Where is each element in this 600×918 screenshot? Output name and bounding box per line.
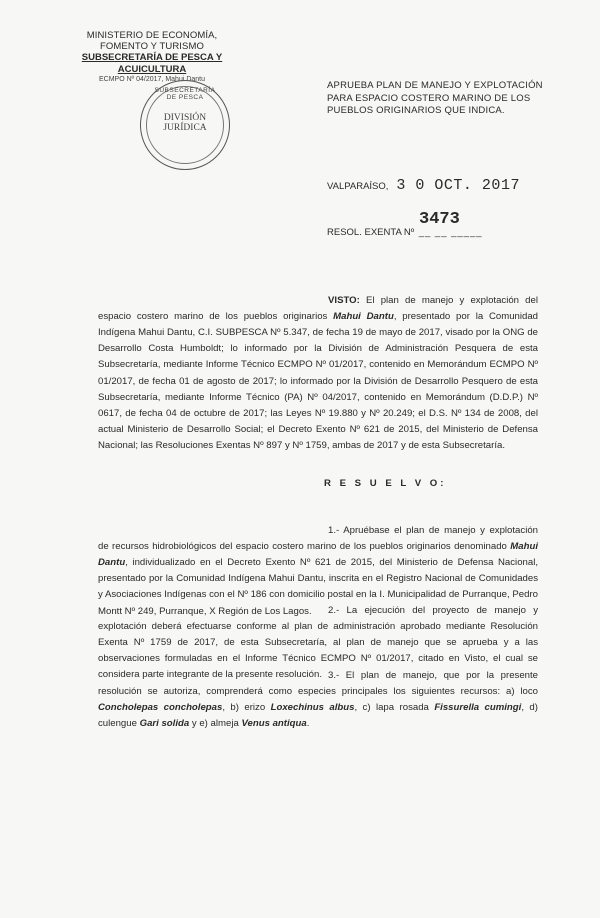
visto-text-1: El plan de manejo y explotación del espacio costero marino de los pueblos originarios	[98, 295, 538, 323]
resuelvo-heading: R E S U E L V O:	[324, 478, 447, 489]
article-1-community-name: Mahui Dantu	[98, 541, 538, 569]
visto-text-2: , presentado por la Comunidad Indígena Mahui Dantu, C.I. SUBPESCA Nº 5.347, de fecha 19 de mayo de 2017, visado por la ONG de Desarrollo Costa Humboldt; lo informado por la División de Administración Pesquera de esta Subsecretaría, mediante Informe Técnico ECMPO Nº 01/2017, contenido en Memorándum ECMPO Nº 01/2017, de fecha 01 de agosto de 2017; lo informado por la División de Desarrollo Pesquero de esta Subsecretaría, mediante Informe Técnico (PA) Nº 04/2017, contenido en Memorándum (D.D.P.) Nº 0617, de fecha 04 de octubre de 2017; las Leyes Nº 19.880 y Nº 20.249; el D.S. Nº 134 de 2008, del actual Ministerio de Desarrollo Social; el Decreto Exento Nº 621 de 2015, del Ministerio de Defensa Nacional; las Resoluciones Exentas Nº 897 y Nº 1759, ambas de 2017 y de esta Subsecretaría.	[98, 311, 539, 451]
species-1: Concholepas concholepas	[98, 702, 223, 714]
place: VALPARAÍSO,	[327, 181, 389, 192]
ministry-name: MINISTERIO DE ECONOMÍA,	[86, 30, 218, 41]
species-4: Gari solida	[139, 718, 190, 730]
species-5: Venus antiqua	[241, 718, 307, 730]
article-3-text-2: , b) erizo	[222, 702, 271, 714]
resolution-subject: APRUEBA PLAN DE MANEJO Y EXPLOTACIÓN PARA ESPACIO COSTERO MARINO DE LOS PUEBLOS ORIGINARIOS QUE INDICA.	[327, 80, 543, 117]
article-3-text-1: 3.- El plan de manejo, que por la presente resolución se autoriza, comprenderá como especies principales los siguientes recursos: a) loco	[98, 670, 538, 698]
resolution-blank: __ __ _____	[418, 227, 483, 238]
article-2-text: 2.- La ejecución del proyecto de manejo y explotación deberá efectuarse conforme al plan de administración aprobado mediante Resolución Exenta Nº 1759 de 2017, de esta Subsecretaría, al plan de manejo que se aprueba y a las observaciones formuladas en el Informe Técnico ECMPO Nº 01/2017, citado en Visto, el cual se considera parte integrante de la presente resolución.	[98, 605, 538, 681]
article-1-text-1: 1.- Apruébase el plan de manejo y explotación de recursos hidrobiológicos del espacio costero marino de los pueblos originarios denominado	[98, 525, 538, 553]
resolution-number: 3473	[419, 210, 460, 229]
visto-label: VISTO:	[328, 295, 360, 306]
stamp-center-line2: JURÍDICA	[163, 123, 207, 134]
species-2: Loxechinus albus	[270, 702, 355, 714]
letterhead	[52, 30, 252, 84]
article-3-text-6: .	[306, 718, 310, 730]
reference-code: ECMPO Nº 04/2017, Mahui Dantu	[98, 75, 206, 83]
article-3-text-4: , d) culengue	[98, 702, 538, 730]
place-date	[327, 176, 520, 194]
visto-community-name: Mahui Dantu	[333, 311, 394, 323]
article-3-text-5: y e) almeja	[189, 718, 242, 730]
stamp-arc-text: SUBSECRETARÍA DE PESCA	[154, 87, 216, 101]
division-stamp	[140, 80, 230, 170]
visto-paragraph	[98, 293, 538, 454]
date-stamp: 3 0 OCT. 2017	[396, 177, 520, 194]
species-3: Fissurella cumingi	[434, 702, 522, 714]
stamp-center	[141, 113, 229, 134]
article-1-text-2: , individualizado en el Decreto Exento Nº 621 de 2015, del Ministerio de Defensa Nacional, presentado por la Comunidad Indígena Mahui Dantu, inscrita en el Registro Nacional de Comunidades y Asociaciones Indígenas con el Nº 186 con domicilio postal en la I. Municipalidad de Purranque, Pedro Montt Nº 249, Purranque, X Región de Los Lagos.	[98, 557, 538, 617]
stamp-center-line1: DIVISIÓN	[163, 113, 207, 123]
subsecretaria-name: SUBSECRETARÍA DE PESCA Y ACUICULTURA	[81, 52, 223, 75]
ministry-subtitle: FOMENTO Y TURISMO	[100, 41, 204, 53]
resolution-label: RESOL. EXENTA Nº	[327, 227, 415, 238]
resolution-article-3	[98, 668, 538, 732]
article-3-text-3: , c) lapa rosada	[354, 702, 435, 714]
resolution-number-line	[327, 210, 483, 240]
